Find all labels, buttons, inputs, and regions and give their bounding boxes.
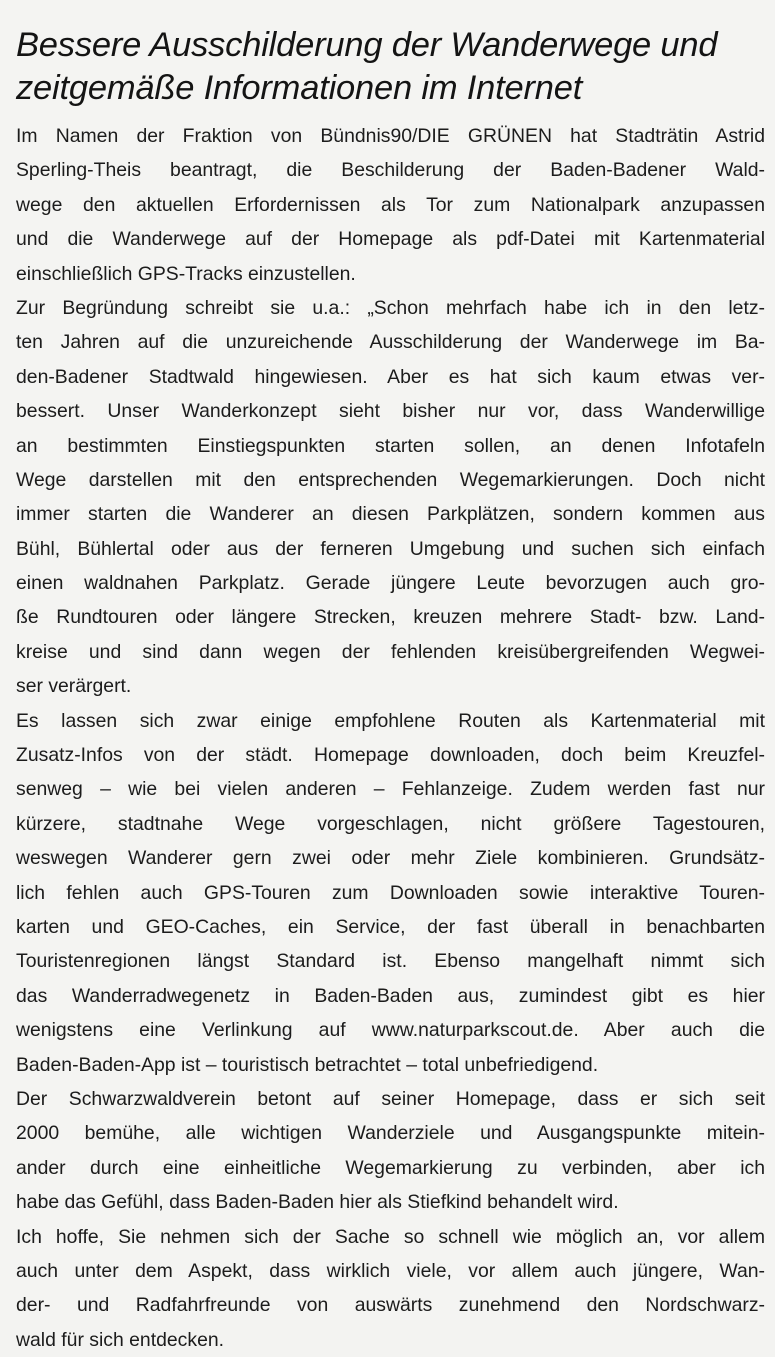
text-line: kreise und sind dann wegen der fehlenden kreisübergreifenden Wegwei- — [16, 635, 765, 669]
text-line: habe das Gefühl, dass Baden-Baden hier als Stiefkind behandelt wird. — [16, 1185, 765, 1219]
text-line: an bestimmten Einstiegspunkten starten sollen, an denen Infotafeln — [16, 429, 765, 463]
text-line: den-Badener Stadtwald hingewiesen. Aber es hat sich kaum etwas ver- — [16, 360, 765, 394]
text-line: ße Rundtouren oder längere Strecken, kreuzen mehrere Stadt- bzw. Land- — [16, 600, 765, 634]
text-line: Bühl, Bühlertal oder aus der ferneren Umgebung und suchen sich einfach — [16, 532, 765, 566]
text-line: immer starten die Wanderer an diesen Parkplätzen, sondern kommen aus — [16, 497, 765, 531]
text-line: ander durch eine einheitliche Wegemarkierung zu verbinden, aber ich — [16, 1151, 765, 1185]
text-line: wald für sich entdecken. — [16, 1323, 765, 1357]
text-line: Ich hoffe, Sie nehmen sich der Sache so schnell wie möglich an, vor allem — [16, 1220, 765, 1254]
text-line: karten und GEO-Caches, ein Service, der fast überall in benachbarten — [16, 910, 765, 944]
text-line: weswegen Wanderer gern zwei oder mehr Ziele kombinieren. Grundsätz- — [16, 841, 765, 875]
paragraph-5 — [16, 1220, 765, 1357]
text-line: Im Namen der Fraktion von Bündnis90/DIE GRÜNEN hat Stadträtin Astrid — [16, 119, 765, 153]
text-line: lich fehlen auch GPS-Touren zum Downloaden sowie interaktive Touren- — [16, 876, 765, 910]
text-line: bessert. Unser Wanderkonzept sieht bisher nur vor, dass Wanderwillige — [16, 394, 765, 428]
text-line: Es lassen sich zwar einige empfohlene Routen als Kartenmaterial mit — [16, 704, 765, 738]
article-headline — [16, 24, 765, 110]
text-line: einen waldnahen Parkplatz. Gerade jüngere Leute bevorzugen auch gro- — [16, 566, 765, 600]
text-line: Zur Begründung schreibt sie u.a.: „Schon mehrfach habe ich in den letz- — [16, 291, 765, 325]
text-line: ser verärgert. — [16, 669, 765, 703]
text-line: auch unter dem Aspekt, dass wirklich viele, vor allem auch jüngere, Wan- — [16, 1254, 765, 1288]
text-line: kürzere, stadtnahe Wege vorgeschlagen, nicht größere Tagestouren, — [16, 807, 765, 841]
paragraph-2 — [16, 291, 765, 704]
paragraph-3 — [16, 704, 765, 1082]
headline-line: zeitgemäße Informationen im Internet — [16, 67, 765, 110]
text-line: Zusatz-Infos von der städt. Homepage downloaden, doch beim Kreuzfel- — [16, 738, 765, 772]
text-line: einschließlich GPS-Tracks einzustellen. — [16, 257, 765, 291]
text-line: das Wanderradwegenetz in Baden-Baden aus, zumindest gibt es hier — [16, 979, 765, 1013]
text-line: senweg – wie bei vielen anderen – Fehlanzeige. Zudem werden fast nur — [16, 772, 765, 806]
text-line: Wege darstellen mit den entsprechenden Wegemarkierungen. Doch nicht — [16, 463, 765, 497]
headline-line: Bessere Ausschilderung der Wanderwege und — [16, 24, 765, 67]
text-line: 2000 bemühe, alle wichtigen Wanderziele und Ausgangspunkte mitein- — [16, 1116, 765, 1150]
paragraph-4 — [16, 1082, 765, 1220]
text-line: wege den aktuellen Erfordernissen als Tor zum Nationalpark anzupassen — [16, 188, 765, 222]
text-line: Touristenregionen längst Standard ist. Ebenso mangelhaft nimmt sich — [16, 944, 765, 978]
text-line: wenigstens eine Verlinkung auf www.naturparkscout.de. Aber auch die — [16, 1013, 765, 1047]
text-line: Baden-Baden-App ist – touristisch betrachtet – total unbefriedigend. — [16, 1048, 765, 1082]
paragraph-1 — [16, 119, 765, 291]
text-line: ten Jahren auf die unzureichende Ausschilderung der Wanderwege im Ba- — [16, 325, 765, 359]
text-line: Sperling-Theis beantragt, die Beschilderung der Baden-Badener Wald- — [16, 153, 765, 187]
text-line: und die Wanderwege auf der Homepage als pdf-Datei mit Kartenmaterial — [16, 222, 765, 256]
article-body — [16, 119, 765, 1357]
text-line: der- und Radfahrfreunde von auswärts zunehmend den Nordschwarz- — [16, 1288, 765, 1322]
text-line: Der Schwarzwaldverein betont auf seiner Homepage, dass er sich seit — [16, 1082, 765, 1116]
